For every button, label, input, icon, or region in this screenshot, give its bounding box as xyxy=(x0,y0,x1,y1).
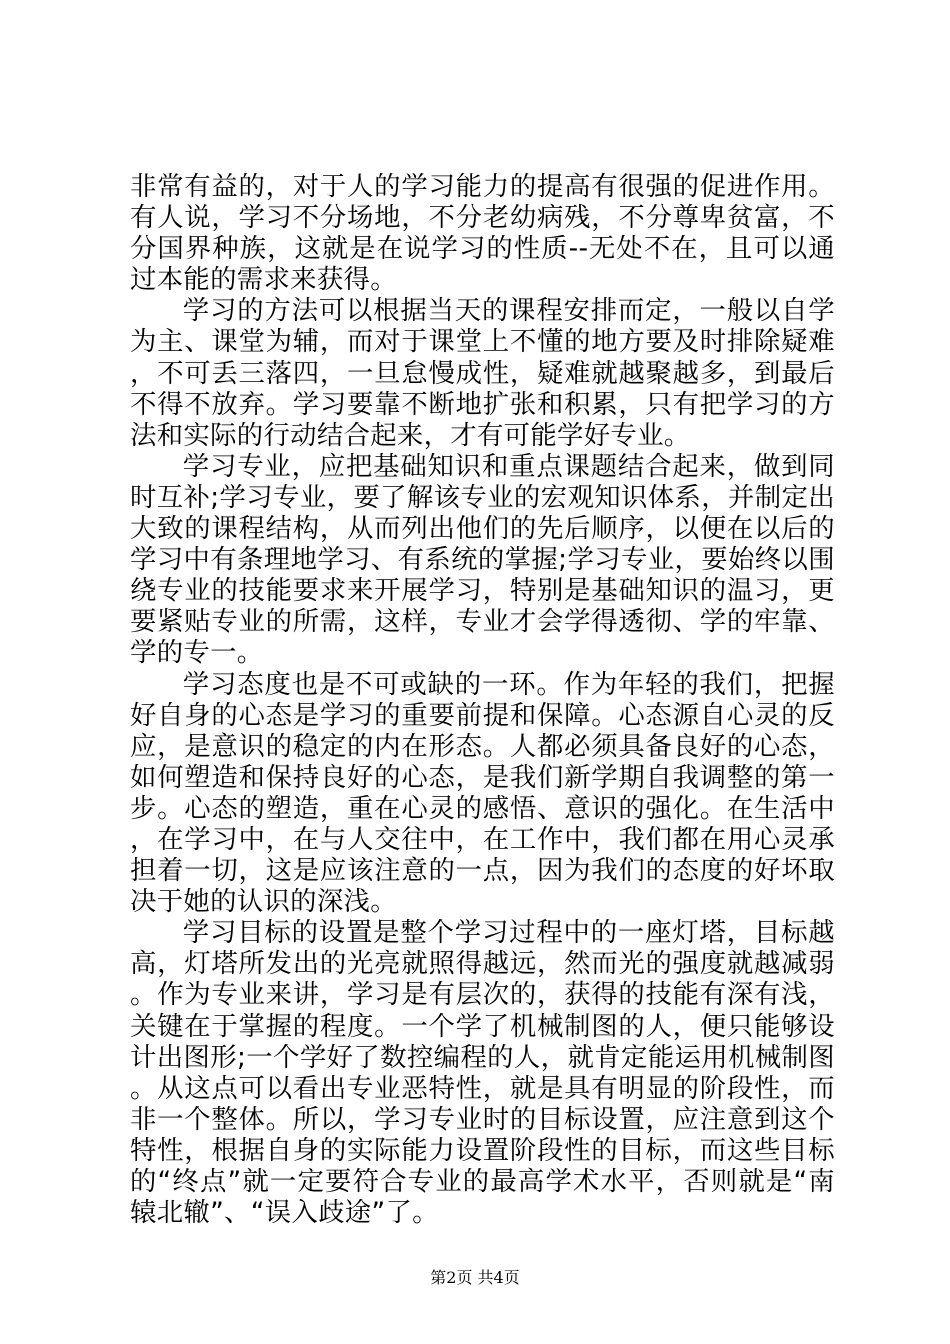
paragraph-study-method: 学习的方法可以根据当天的课程安排而定，一般以自学为主、课堂为辅，而对于课堂上不懂的地方要及时排除疑难，不可丢三落四，一旦怠慢成性，疑难就越聚越多，到最后不得不放弃。学习要靠不断地扩张和积累，只有把学习的方法和实际的行动结合起来，才有可能学好专业。 xyxy=(130,295,835,451)
document-body xyxy=(130,171,835,1228)
page-number-footer: 第2页 共4页 xyxy=(430,1268,520,1287)
paragraph-continuation: 非常有益的，对于人的学习能力的提高有很强的促进作用。有人说，学习不分场地，不分老幼病残，不分尊卑贫富，不分国界种族，这就是在说学习的性质--无处不在，且可以通过本能的需求来获得。 xyxy=(130,171,835,296)
paragraph-study-major: 学习专业，应把基础知识和重点课题结合起来，做到同时互补;学习专业，要了解该专业的宏观知识体系，并制定出大致的课程结构，从而列出他们的先后顺序，以便在以后的学习中有条理地学习、有系统的掌握;学习专业，要始终以围绕专业的技能要求来开展学习，特别是基础知识的温习，更要紧贴专业的所需，这样，专业才会学得透彻、学的牢靠、学的专一。 xyxy=(130,450,835,669)
paragraph-study-attitude: 学习态度也是不可或缺的一环。作为年轻的我们，把握好自身的心态是学习的重要前提和保障。心态源自心灵的反应，是意识的稳定的内在形态。人都必须具备良好的心态，如何塑造和保持良好的心态，是我们新学期自我调整的第一步。心态的塑造，重在心灵的感悟、意识的强化。在生活中，在学习中，在与人交往中，在工作中，我们都在用心灵承担着一切，这是应该注意的一点，因为我们的态度的好坏取决于她的认识的深浅。 xyxy=(130,668,835,918)
paragraph-study-goal: 学习目标的设置是整个学习过程中的一座灯塔，目标越高，灯塔所发出的光亮就照得越远，然而光的强度就越减弱。作为专业来讲，学习是有层次的，获得的技能有深有浅，关键在于掌握的程度。一个学了机械制图的人，便只能够设计出图形;一个学好了数控编程的人，就肯定能运用机械制图。从这点可以看出专业恶特性，就是具有明显的阶段性，而非一个整体。所以，学习专业时的目标设置，应注意到这个特性，根据自身的实际能力设置阶段性的目标，而这些目标的“终点”就一定要符合专业的最高学术水平，否则就是“南辕北辙”、“误入歧途”了。 xyxy=(130,917,835,1229)
